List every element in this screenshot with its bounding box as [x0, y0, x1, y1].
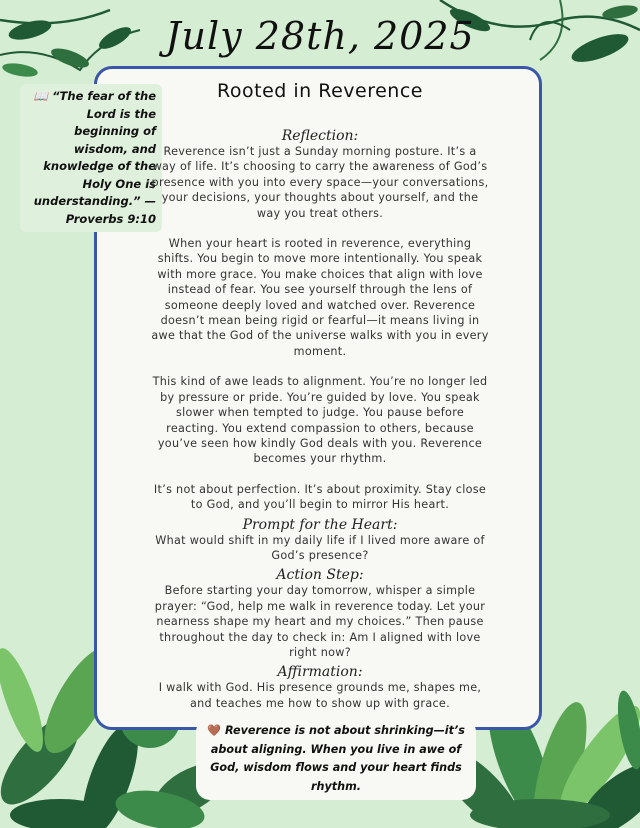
brown-heart-icon: 🤎 — [207, 724, 222, 737]
action-section — [150, 567, 490, 660]
reflection-section — [150, 128, 490, 513]
prompt-text: What would shift in my daily life if I lived more aware of God’s presence? — [155, 533, 485, 562]
devotional-content — [150, 128, 490, 711]
closing-text: Reverence is not about shrinking—it’s about aligning. When you live in awe of God, wisdom flows and your heart finds rhythm. — [210, 724, 465, 793]
scripture-text: “The fear of the Lord is the beginning of wisdom, and knowledge of the Holy One is understanding.” — Proverbs 9:10 — [33, 89, 156, 226]
affirmation-heading: Affirmation: — [277, 664, 363, 681]
open-book-icon: 📖 — [33, 89, 49, 103]
page-title: July 28th, 2025 — [165, 14, 475, 58]
reflection-paragraph: When your heart is rooted in reverence, everything shifts. You begin to move more intentionally. You speak with more grace. You make choices that align with love instead of fear. You see yourself through the lens of someone deeply loved and watched over. Reverence doesn’t mean being rigid or fearful—it means living in awe that the God of the universe walks with you in every moment. — [151, 237, 489, 358]
reflection-paragraph: It’s not about perfection. It’s about proximity. Stay close to God, and you’ll begin to mirror His heart. — [153, 482, 487, 512]
page-subtitle: Rooted in Reverence — [217, 80, 423, 102]
reflection-paragraph: Reverence isn’t just a Sunday morning posture. It’s a way of life. It’s choosing to carry the awareness of God’s presence with you into every space—your conversations, your decisions, your thoughts about yourself, and the way you treat others. — [151, 145, 489, 220]
closing-note — [196, 718, 476, 800]
prompt-section — [150, 517, 490, 564]
action-text: Before starting your day tomorrow, whisper a simple prayer: “God, help me walk in reverence today. Let your nearness shape my heart and my choices.” Then pause throughout the day to check in: Am I aligned with love right now? — [154, 584, 486, 659]
prompt-heading: Prompt for the Heart: — [242, 516, 398, 533]
affirmation-section — [150, 664, 490, 711]
reflection-heading: Reflection: — [281, 128, 359, 144]
action-heading: Action Step: — [276, 567, 364, 584]
affirmation-text: I walk with God. His presence grounds me, shapes me, and teaches me how to show up with grace. — [158, 681, 482, 710]
reflection-paragraph: This kind of awe leads to alignment. You’re no longer led by pressure or pride. You’re guided by love. You speak slower when tempted to judge. You pause before reacting. You extend compassion to others, because you’ve seen how kindly God deals with you. Reverence becomes your rhythm. — [152, 375, 488, 466]
scripture-note — [20, 84, 162, 232]
